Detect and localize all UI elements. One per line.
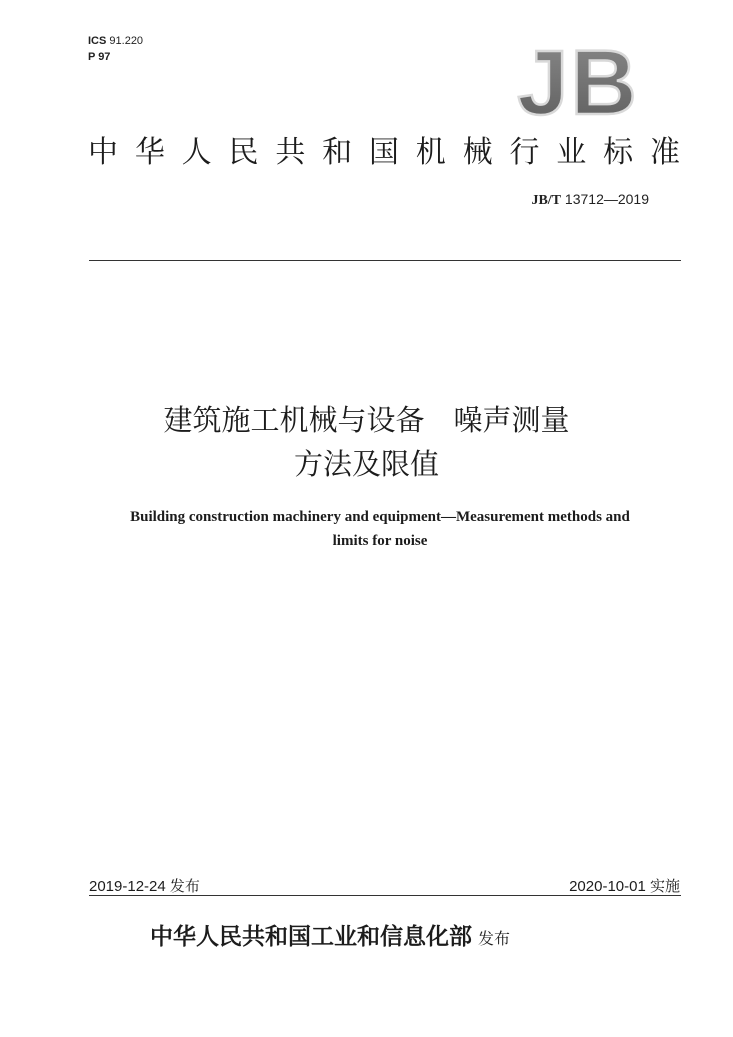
publisher-line bbox=[150, 918, 510, 951]
org-header-char: 机 bbox=[415, 135, 446, 170]
standard-number bbox=[531, 191, 649, 209]
implement-date: 2020-10-01 实施 bbox=[569, 878, 680, 895]
ics-label: ICS bbox=[88, 35, 107, 47]
org-header-char: 共 bbox=[275, 135, 306, 170]
publisher-name: 中华人民共和国工业和信息化部 bbox=[150, 924, 472, 950]
org-header-char: 和 bbox=[322, 135, 353, 170]
ccs-code: P 97 bbox=[88, 51, 111, 63]
org-header-char: 国 bbox=[368, 135, 399, 170]
org-header-char: 业 bbox=[556, 135, 587, 170]
publish-date: 2019-12-24 发布 bbox=[89, 878, 200, 895]
classification-block bbox=[88, 33, 143, 65]
org-header-char: 人 bbox=[181, 135, 212, 170]
ics-code bbox=[88, 33, 143, 49]
title-en-line1: Building construction machinery and equipment—Measurement methods and bbox=[130, 509, 630, 525]
jb-logo-text: JB bbox=[517, 40, 639, 120]
jb-logo bbox=[510, 40, 646, 120]
org-header-char: 中 bbox=[88, 135, 118, 170]
ics-value: 91.220 bbox=[109, 35, 144, 47]
title-cn-line2: 方法及限值 bbox=[293, 447, 439, 481]
org-header bbox=[88, 133, 680, 173]
org-header-char: 华 bbox=[134, 135, 165, 170]
title-en bbox=[80, 505, 680, 553]
title-en-line2: limits for noise bbox=[332, 533, 428, 549]
title-cn-line1: 建筑施工机械与设备 噪声测量 bbox=[163, 403, 570, 437]
org-header-char: 民 bbox=[228, 135, 259, 170]
publisher-action: 发布 bbox=[478, 929, 511, 948]
org-header-char: 械 bbox=[462, 135, 493, 170]
bottom-divider bbox=[89, 895, 681, 896]
top-divider bbox=[89, 260, 681, 261]
standard-code: 13712—2019 bbox=[564, 191, 649, 207]
org-header-char: 准 bbox=[649, 135, 680, 170]
org-header-char: 行 bbox=[509, 135, 540, 170]
org-header-char: 标 bbox=[603, 135, 634, 170]
standard-prefix: JB/T bbox=[531, 193, 562, 208]
